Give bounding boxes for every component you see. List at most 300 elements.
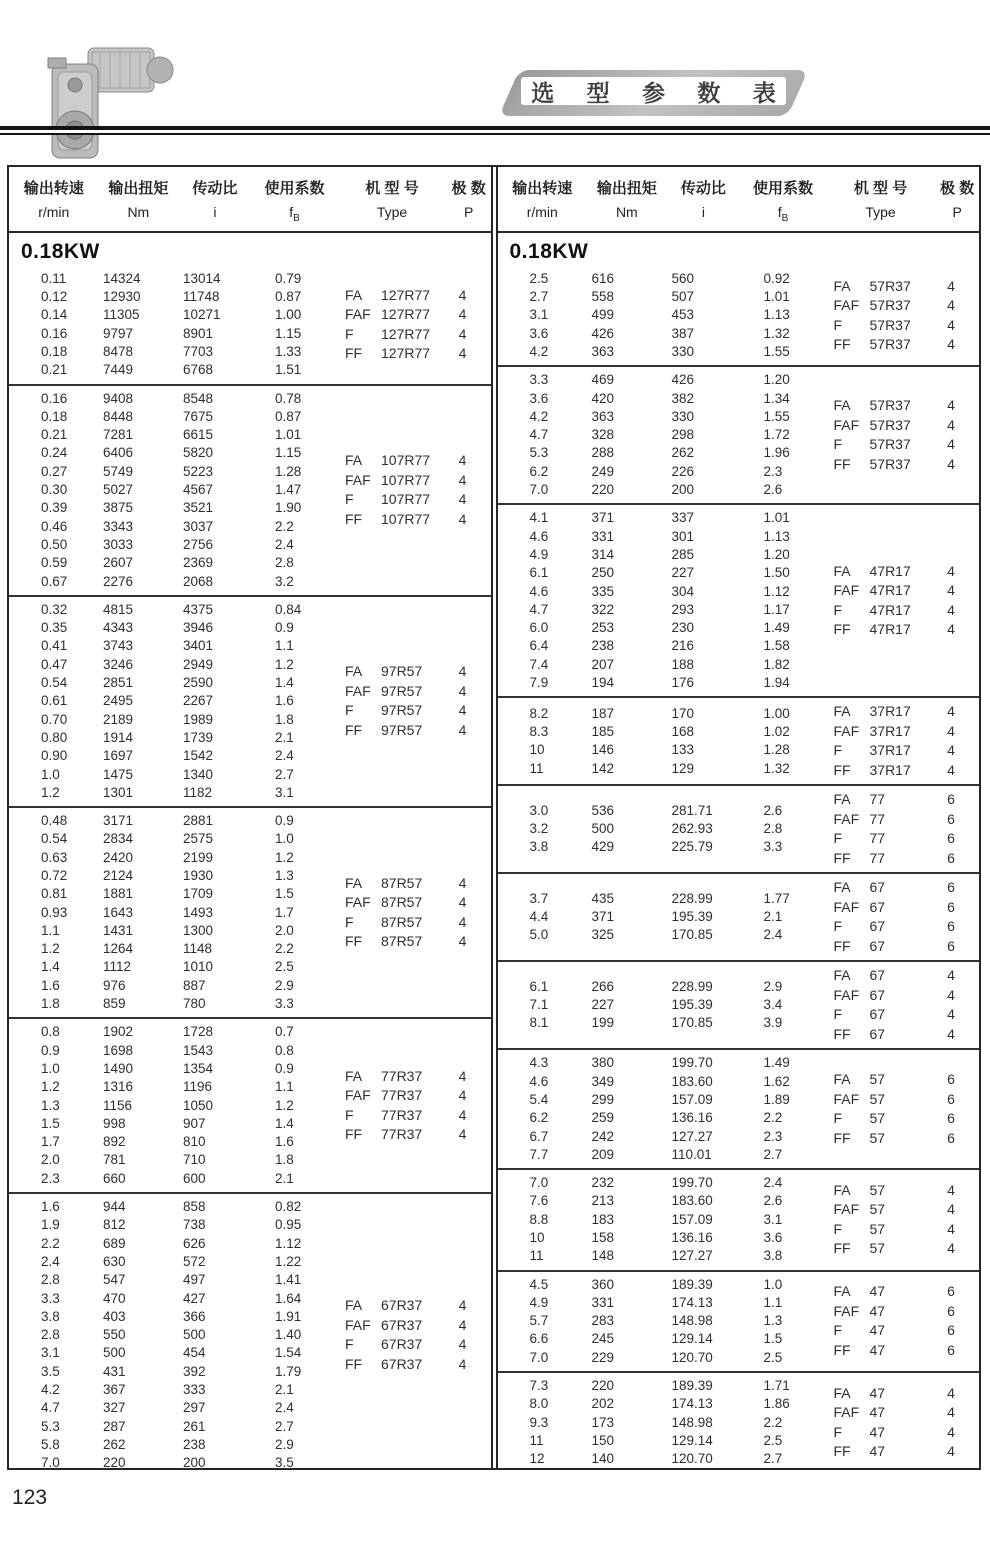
speed-value: 7.0 [529, 1175, 549, 1191]
ratio-value: 199.70 [671, 1055, 713, 1071]
torque-value: 3743 [103, 638, 134, 654]
header-service-factor: 使用系数 $f_B$ [753, 180, 814, 224]
factor-value: 1.12 [763, 583, 790, 599]
product-photo [26, 38, 186, 168]
data-row [498, 1014, 822, 1032]
torque-value: 158 [591, 1230, 615, 1245]
type-row [345, 344, 491, 364]
type-prefix: FF [345, 510, 363, 527]
poles-value: 4 [458, 721, 467, 738]
factor-value: 2.7 [763, 1451, 783, 1467]
poles-value: 4 [947, 1404, 955, 1421]
torque-value: 3033 [103, 536, 134, 552]
speed-value: 0.61 [41, 693, 68, 709]
type-prefix: FF [833, 1240, 851, 1257]
data-row [9, 1170, 333, 1188]
type-prefix: FAF [833, 582, 860, 599]
type-block [333, 1296, 491, 1374]
poles-value: 4 [947, 1240, 955, 1257]
poles-value: 4 [947, 397, 955, 414]
data-row [9, 747, 333, 765]
header-type: 机 型 号 Type [365, 180, 419, 220]
speed-value: 10 [529, 742, 545, 758]
data-row [498, 1450, 822, 1468]
data-row [498, 637, 822, 655]
factor-value: 2.1 [275, 1170, 294, 1186]
type-model: 127R77 [381, 306, 431, 323]
factor-value: 1.0 [763, 1276, 783, 1292]
ratio-value: 13014 [183, 270, 221, 286]
ratio-value: 497 [183, 1272, 206, 1288]
ratio-value: 780 [183, 996, 206, 1012]
type-row [345, 305, 491, 325]
type-prefix: FAF [833, 1090, 860, 1107]
type-model: 67R37 [381, 1355, 423, 1372]
right-column-headers [498, 167, 980, 233]
factor-value: 0.9 [275, 1060, 294, 1076]
data-row [498, 1432, 822, 1450]
type-row [834, 1282, 980, 1302]
data-row [498, 926, 822, 944]
poles-value: 4 [947, 967, 955, 984]
data-row [9, 830, 333, 848]
data-row [498, 1312, 822, 1330]
type-row [345, 490, 491, 510]
speed-value: 3.1 [529, 307, 549, 323]
right-group-3 [498, 503, 980, 696]
poles-value: 4 [947, 1025, 955, 1042]
speed-value: 0.70 [41, 711, 68, 727]
type-prefix: FAF [345, 1087, 371, 1104]
factor-value: 1.28 [763, 742, 790, 758]
speed-value: 6.1 [529, 565, 549, 581]
type-row [834, 1181, 980, 1201]
type-prefix: FF [833, 455, 851, 472]
poles-value: 4 [458, 874, 467, 891]
type-model: 67 [869, 1006, 886, 1023]
type-model: 127R77 [381, 286, 431, 303]
right-group-1 [498, 266, 980, 365]
factor-value: 2.4 [275, 1400, 294, 1416]
poles-value: 6 [947, 879, 955, 896]
factor-value: 1.8 [275, 711, 294, 727]
poles-value: 4 [947, 601, 955, 618]
speed-value: 0.47 [41, 656, 68, 672]
ratio-value: 1010 [183, 959, 214, 975]
speed-value: 7.3 [529, 1378, 549, 1394]
data-row [9, 1198, 333, 1216]
type-block [822, 1070, 980, 1148]
type-model: 77 [869, 830, 886, 847]
ratio-value: 560 [671, 270, 695, 286]
speed-value: 0.81 [41, 886, 68, 902]
type-block [333, 874, 491, 952]
poles-value: 4 [458, 1336, 467, 1353]
speed-value: 0.63 [41, 849, 68, 865]
speed-value: 6.2 [529, 463, 549, 479]
ratio-value: 136.16 [671, 1110, 713, 1126]
data-row [498, 674, 822, 692]
speed-value: 4.6 [529, 583, 549, 599]
torque-value: 5749 [103, 463, 134, 479]
ratio-value: 157.09 [671, 1091, 713, 1107]
ratio-value: 3037 [183, 518, 214, 534]
ratio-value: 1930 [183, 868, 214, 883]
type-model: 87R57 [381, 933, 423, 950]
data-row [9, 1326, 333, 1344]
torque-value: 1316 [103, 1079, 134, 1095]
torque-value: 253 [591, 620, 615, 636]
data-row [9, 1133, 333, 1151]
poles-value: 4 [947, 1423, 955, 1440]
selection-table [7, 165, 981, 1470]
factor-value: 3.5 [275, 1455, 294, 1468]
ratio-value: 1354 [183, 1060, 214, 1076]
ratio-value: 228.99 [671, 890, 713, 906]
torque-value: 259 [591, 1110, 615, 1126]
factor-value: 1.4 [275, 675, 294, 691]
data-row [498, 1174, 822, 1192]
ratio-value: 174.13 [671, 1294, 713, 1310]
speed-value: 7.0 [41, 1455, 60, 1468]
speed-value: 8.0 [529, 1396, 549, 1412]
page-title: 选 型 参 数 表 [531, 79, 789, 106]
type-row [834, 937, 980, 957]
type-model: 107R77 [381, 471, 431, 488]
data-row [9, 518, 333, 536]
type-prefix: F [833, 830, 843, 847]
type-row [345, 682, 491, 702]
left-table-body [9, 266, 491, 1468]
data-row [498, 1377, 822, 1395]
type-prefix: FAF [345, 682, 371, 699]
torque-value: 371 [591, 510, 615, 526]
poles-value: 4 [947, 722, 955, 739]
torque-value: 2189 [103, 711, 134, 727]
data-row [498, 288, 822, 306]
ratio-value: 183.60 [671, 1073, 713, 1089]
type-row [834, 601, 980, 621]
factor-value: 3.2 [275, 573, 294, 589]
type-model: 57 [869, 1240, 886, 1257]
torque-value: 547 [103, 1272, 126, 1288]
factor-value: 1.15 [275, 445, 302, 461]
data-row [9, 408, 333, 426]
speed-value: 1.2 [41, 941, 60, 957]
poles-value: 6 [947, 810, 955, 827]
data-row [9, 325, 333, 343]
data-row [9, 656, 333, 674]
type-model: 107R77 [381, 491, 431, 508]
speed-value: 0.48 [41, 813, 68, 829]
torque-value: 2851 [103, 675, 134, 691]
type-prefix: FA [833, 277, 851, 294]
factor-value: 1.64 [275, 1290, 302, 1306]
ratio-value: 170.85 [671, 1015, 713, 1031]
type-model: 57 [869, 1201, 886, 1218]
data-row [498, 1247, 822, 1265]
type-prefix: FAF [345, 894, 371, 911]
type-prefix: F [345, 491, 354, 508]
torque-value: 349 [591, 1073, 615, 1089]
header-torque: 输出扭矩 Nm [596, 180, 657, 220]
factor-value: 1.02 [763, 724, 790, 740]
data-row [498, 528, 822, 546]
torque-value: 1881 [103, 886, 134, 902]
torque-value: 245 [591, 1331, 615, 1347]
poles-value: 4 [947, 742, 955, 759]
poles-value: 4 [458, 894, 467, 911]
type-row [345, 662, 491, 682]
ratio-value: 7675 [183, 408, 214, 424]
type-row [345, 510, 491, 530]
ratio-value: 2590 [183, 675, 214, 691]
factor-value: 3.3 [275, 996, 294, 1012]
data-row [498, 760, 822, 778]
poles-value: 6 [947, 1322, 955, 1339]
speed-value: 2.2 [41, 1235, 60, 1251]
type-row [834, 1403, 980, 1423]
type-prefix: FF [345, 1355, 363, 1372]
ratio-value: 189.39 [671, 1378, 713, 1394]
data-row [9, 1151, 333, 1169]
poles-value: 4 [947, 761, 955, 778]
type-prefix: FA [345, 663, 363, 680]
torque-value: 220 [591, 482, 615, 498]
torque-value: 331 [591, 1294, 615, 1310]
torque-value: 1156 [103, 1097, 133, 1113]
type-row [834, 1070, 980, 1090]
gear-motor-illustration [26, 38, 186, 168]
torque-value: 2495 [103, 693, 134, 709]
type-prefix: FA [345, 1067, 363, 1084]
banner-band [521, 77, 789, 106]
torque-value: 3875 [103, 500, 134, 516]
factor-value: 2.7 [275, 1418, 294, 1434]
speed-value: 1.0 [41, 766, 60, 782]
torque-value: 616 [591, 270, 615, 286]
factor-value: 1.5 [763, 1331, 783, 1347]
speed-value: 0.30 [41, 482, 68, 498]
torque-value: 220 [591, 1378, 615, 1394]
type-model: 47R17 [869, 582, 911, 599]
ratio-value: 120.70 [671, 1349, 713, 1365]
speed-value: 0.16 [41, 325, 68, 341]
factor-value: 2.6 [763, 802, 783, 818]
data-row [9, 288, 333, 306]
type-row [834, 1302, 980, 1322]
type-model: 57 [869, 1220, 886, 1237]
header-speed: 输出转速 r/min [23, 180, 84, 220]
poles-value: 4 [947, 336, 955, 353]
torque-value: 403 [103, 1308, 126, 1324]
title-banner [505, 68, 800, 118]
data-row [9, 1235, 333, 1253]
data-row [9, 1308, 333, 1326]
data-row [9, 619, 333, 637]
poles-value: 4 [947, 582, 955, 599]
torque-value: 2420 [103, 849, 134, 865]
speed-value: 12 [529, 1451, 545, 1467]
type-prefix: F [833, 918, 843, 935]
data-row [9, 940, 333, 958]
data-row [9, 849, 333, 867]
type-row [834, 396, 980, 416]
type-row [345, 721, 491, 741]
data-row [498, 509, 822, 527]
torque-value: 8448 [103, 408, 134, 424]
speed-value: 5.8 [41, 1436, 60, 1452]
torque-value: 1490 [103, 1060, 134, 1076]
torque-value: 4343 [103, 620, 134, 636]
poles-value: 4 [947, 436, 955, 453]
data-row [498, 564, 822, 582]
type-prefix: F [345, 1336, 354, 1353]
data-row [9, 637, 333, 655]
torque-value: 262 [103, 1436, 126, 1452]
factor-value: 1.12 [275, 1235, 302, 1251]
data-row [9, 1290, 333, 1308]
factor-value: 2.2 [763, 1110, 783, 1126]
data-row [498, 1395, 822, 1413]
ratio-value: 285 [671, 546, 695, 562]
left-group-3 [9, 595, 491, 806]
ratio-value: 174.13 [671, 1396, 713, 1412]
type-row [834, 316, 980, 336]
speed-value: 5.7 [529, 1313, 549, 1329]
data-row [9, 904, 333, 922]
factor-value: 1.32 [763, 760, 790, 776]
type-prefix: FA [345, 452, 363, 469]
left-column-headers [9, 167, 491, 233]
torque-value: 4815 [103, 601, 134, 617]
type-prefix: FAF [833, 722, 860, 739]
type-model: 47 [869, 1283, 886, 1300]
ratio-value: 199.70 [671, 1175, 713, 1191]
speed-value: 2.8 [41, 1327, 60, 1343]
torque-value: 322 [591, 601, 615, 617]
poles-value: 6 [947, 1129, 955, 1146]
type-model: 67 [869, 937, 886, 954]
factor-value: 2.8 [763, 821, 783, 837]
left-group-5 [9, 1017, 491, 1192]
ratio-value: 626 [183, 1235, 206, 1251]
torque-value: 331 [591, 528, 615, 544]
data-row [9, 1097, 333, 1115]
type-prefix: F [833, 1220, 843, 1237]
right-group-10 [498, 1270, 980, 1371]
data-row [498, 463, 822, 481]
factor-value: 1.58 [763, 638, 790, 654]
torque-value: 380 [591, 1055, 615, 1071]
torque-value: 2124 [103, 868, 134, 883]
data-row [9, 1060, 333, 1078]
type-model: 67R37 [381, 1316, 423, 1333]
factor-value: 1.28 [275, 463, 302, 479]
factor-value: 2.9 [763, 978, 783, 994]
factor-value: 1.86 [763, 1396, 790, 1412]
type-row [834, 1239, 980, 1259]
type-prefix: FF [833, 1129, 851, 1146]
speed-value: 6.7 [529, 1128, 549, 1144]
speed-value: 9.3 [529, 1414, 549, 1430]
torque-value: 1475 [103, 766, 134, 782]
torque-value: 360 [591, 1276, 615, 1292]
type-model: 97R57 [381, 702, 423, 719]
data-row [498, 390, 822, 408]
data-row [498, 325, 822, 343]
data-row [9, 1023, 333, 1041]
factor-value: 1.90 [275, 500, 302, 516]
torque-value: 998 [103, 1115, 126, 1131]
poles-value: 6 [947, 1071, 955, 1088]
factor-value: 0.92 [763, 270, 790, 286]
type-row [345, 1086, 491, 1106]
torque-value: 2834 [103, 831, 134, 847]
power-heading-right: 0.18KW [509, 239, 589, 263]
ratio-value: 1542 [183, 748, 214, 764]
data-row [498, 444, 822, 462]
type-block [822, 702, 980, 780]
ratio-value: 301 [671, 528, 695, 544]
speed-value: 3.1 [41, 1345, 60, 1361]
data-row [9, 674, 333, 692]
data-row [498, 1414, 822, 1432]
type-row [345, 1355, 491, 1375]
poles-value: 4 [947, 1201, 955, 1218]
type-row [834, 1025, 980, 1045]
poles-value: 4 [458, 1106, 467, 1123]
ratio-value: 127.27 [671, 1248, 713, 1264]
data-row [498, 270, 822, 288]
type-model: 57 [869, 1181, 886, 1198]
ratio-value: 127.27 [671, 1128, 713, 1144]
torque-value: 266 [591, 978, 615, 994]
torque-value: 9797 [103, 325, 134, 341]
poles-value: 6 [947, 830, 955, 847]
torque-value: 7449 [103, 362, 134, 378]
factor-value: 2.7 [275, 766, 294, 782]
torque-value: 325 [591, 927, 615, 943]
type-prefix: FAF [833, 416, 860, 433]
ratio-value: 7703 [183, 343, 214, 359]
speed-value: 0.21 [41, 362, 68, 378]
right-group-4 [498, 696, 980, 784]
poles-value: 4 [947, 986, 955, 1003]
factor-value: 1.01 [275, 427, 302, 443]
ratio-value: 387 [671, 325, 695, 341]
ratio-value: 1300 [183, 922, 214, 938]
header-torque: 输出扭矩 Nm [108, 180, 169, 220]
type-prefix: FAF [833, 986, 860, 1003]
ratio-value: 304 [671, 583, 695, 599]
data-row [9, 426, 333, 444]
ratio-value: 1709 [183, 886, 214, 902]
ratio-value: 2267 [183, 693, 214, 709]
poles-value: 4 [458, 471, 467, 488]
ratio-value: 738 [183, 1217, 206, 1233]
torque-value: 1264 [103, 941, 134, 957]
torque-value: 6406 [103, 445, 134, 461]
type-prefix: FAF [833, 810, 860, 827]
factor-value: 2.2 [763, 1414, 783, 1430]
data-row [498, 1192, 822, 1210]
speed-value: 0.50 [41, 536, 68, 552]
poles-value: 4 [947, 1443, 955, 1460]
poles-value: 4 [947, 416, 955, 433]
factor-value: 0.87 [275, 289, 302, 305]
data-row [498, 426, 822, 444]
